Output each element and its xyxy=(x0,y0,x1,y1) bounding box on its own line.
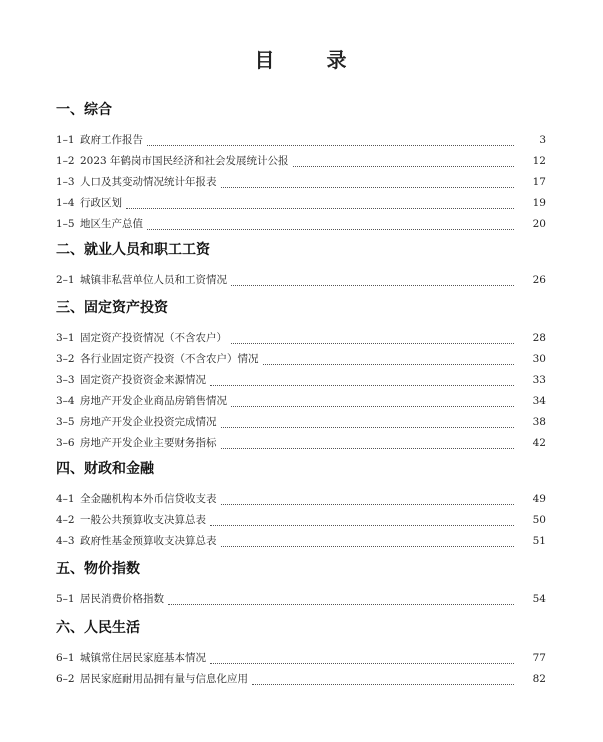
entry-number: 1–4 xyxy=(56,197,75,209)
entry-number: 1–2 xyxy=(56,155,75,167)
toc-section xyxy=(56,100,546,237)
entry-number: 1–5 xyxy=(56,218,75,230)
entry-number: 5–1 xyxy=(56,593,75,605)
dot-leader xyxy=(252,684,514,685)
toc-section xyxy=(56,240,546,293)
toc-section xyxy=(56,298,546,456)
toc-entry[interactable] xyxy=(56,195,546,216)
entry-title: 固定资产投资资金来源情况 xyxy=(80,374,206,386)
dot-leader xyxy=(263,364,515,365)
dot-leader xyxy=(221,448,515,449)
entry-number: 3–6 xyxy=(56,437,75,449)
entry-page-number: 38 xyxy=(532,416,546,428)
toc-entry[interactable] xyxy=(56,512,546,533)
entry-page-number: 26 xyxy=(532,274,546,286)
toc-entry[interactable] xyxy=(56,372,546,393)
toc-entry[interactable] xyxy=(56,414,546,435)
entry-title: 房地产开发企业投资完成情况 xyxy=(80,416,217,428)
toc-entry[interactable] xyxy=(56,435,546,456)
entry-page-number: 3 xyxy=(539,134,546,146)
toc-entry[interactable] xyxy=(56,153,546,174)
entry-page-number: 33 xyxy=(532,374,546,386)
dot-leader xyxy=(231,406,514,407)
dot-leader xyxy=(168,604,514,605)
title-char-1: 目 xyxy=(254,48,277,72)
entry-page-number: 19 xyxy=(532,197,546,209)
entry-number: 3–4 xyxy=(56,395,75,407)
toc-entry[interactable] xyxy=(56,174,546,195)
dot-leader xyxy=(126,208,514,209)
toc-section xyxy=(56,459,546,554)
entry-number: 1–3 xyxy=(56,176,75,188)
dot-leader xyxy=(221,546,515,547)
entry-number: 6–1 xyxy=(56,652,75,664)
toc-section xyxy=(56,559,546,612)
entry-page-number: 20 xyxy=(532,218,546,230)
entry-page-number: 42 xyxy=(532,437,546,449)
entry-page-number: 12 xyxy=(532,155,546,167)
section-heading: 一、综合 xyxy=(56,102,112,118)
entry-title: 一般公共预算收支决算总表 xyxy=(80,514,206,526)
entry-number: 4–2 xyxy=(56,514,75,526)
entry-page-number: 49 xyxy=(532,493,546,505)
entry-title: 政府工作报告 xyxy=(80,134,143,146)
dot-leader xyxy=(221,187,515,188)
entry-title: 房地产开发企业商品房销售情况 xyxy=(80,395,227,407)
entry-page-number: 30 xyxy=(532,353,546,365)
entry-title: 固定资产投资情况（不含农户） xyxy=(80,332,227,344)
entry-number: 3–1 xyxy=(56,332,75,344)
entry-title: 全金融机构本外币信贷收支表 xyxy=(80,493,217,505)
dot-leader xyxy=(210,385,514,386)
dot-leader xyxy=(147,145,514,146)
entry-title: 居民家庭耐用品拥有量与信息化应用 xyxy=(80,673,248,685)
entry-title: 城镇常住居民家庭基本情况 xyxy=(80,652,206,664)
section-heading: 二、就业人员和职工工资 xyxy=(56,242,210,258)
entry-title: 城镇非私营单位人员和工资情况 xyxy=(80,274,227,286)
entry-title: 2023 年鹤岗市国民经济和社会发展统计公报 xyxy=(80,155,289,167)
toc-entry[interactable] xyxy=(56,491,546,512)
dot-leader xyxy=(231,285,514,286)
entry-page-number: 34 xyxy=(532,395,546,407)
section-heading: 三、固定资产投资 xyxy=(56,300,168,316)
toc-entry[interactable] xyxy=(56,393,546,414)
toc-entry[interactable] xyxy=(56,351,546,372)
title-char-2: 录 xyxy=(326,48,349,72)
entry-number: 4–3 xyxy=(56,535,75,547)
entry-title: 行政区划 xyxy=(80,197,122,209)
section-heading: 六、人民生活 xyxy=(56,620,140,636)
entry-title: 地区生产总值 xyxy=(80,218,143,230)
dot-leader xyxy=(210,525,514,526)
entry-number: 6–2 xyxy=(56,673,75,685)
toc-entry[interactable] xyxy=(56,216,546,237)
entry-page-number: 54 xyxy=(532,593,546,605)
toc-entry[interactable] xyxy=(56,650,546,671)
toc-entry[interactable] xyxy=(56,330,546,351)
toc-entry[interactable] xyxy=(56,272,546,293)
entry-page-number: 51 xyxy=(532,535,546,547)
entry-page-number: 17 xyxy=(532,176,546,188)
entry-page-number: 50 xyxy=(532,514,546,526)
dot-leader xyxy=(293,166,514,167)
entry-title: 政府性基金预算收支决算总表 xyxy=(80,535,217,547)
entry-page-number: 77 xyxy=(532,652,546,664)
dot-leader xyxy=(147,229,514,230)
entry-number: 3–2 xyxy=(56,353,75,365)
section-heading: 五、物价指数 xyxy=(56,561,140,577)
dot-leader xyxy=(231,343,514,344)
toc-entry[interactable] xyxy=(56,132,546,153)
entry-number: 3–5 xyxy=(56,416,75,428)
entry-title: 房地产开发企业主要财务指标 xyxy=(80,437,217,449)
entry-title: 居民消费价格指数 xyxy=(80,593,164,605)
dot-leader xyxy=(221,504,515,505)
entry-page-number: 82 xyxy=(532,673,546,685)
section-heading: 四、财政和金融 xyxy=(56,461,154,477)
entry-title: 人口及其变动情况统计年报表 xyxy=(80,176,217,188)
entry-title: 各行业固定资产投资（不含农户）情况 xyxy=(80,353,259,365)
toc-entry[interactable] xyxy=(56,671,546,692)
page-title xyxy=(0,44,603,73)
dot-leader xyxy=(221,427,515,428)
dot-leader xyxy=(210,663,514,664)
toc-entry[interactable] xyxy=(56,533,546,554)
toc-entry[interactable] xyxy=(56,591,546,612)
entry-number: 4–1 xyxy=(56,493,75,505)
entry-number: 1–1 xyxy=(56,134,75,146)
entry-number: 2–1 xyxy=(56,274,75,286)
entry-number: 3–3 xyxy=(56,374,75,386)
entry-page-number: 28 xyxy=(532,332,546,344)
toc-section xyxy=(56,618,546,692)
